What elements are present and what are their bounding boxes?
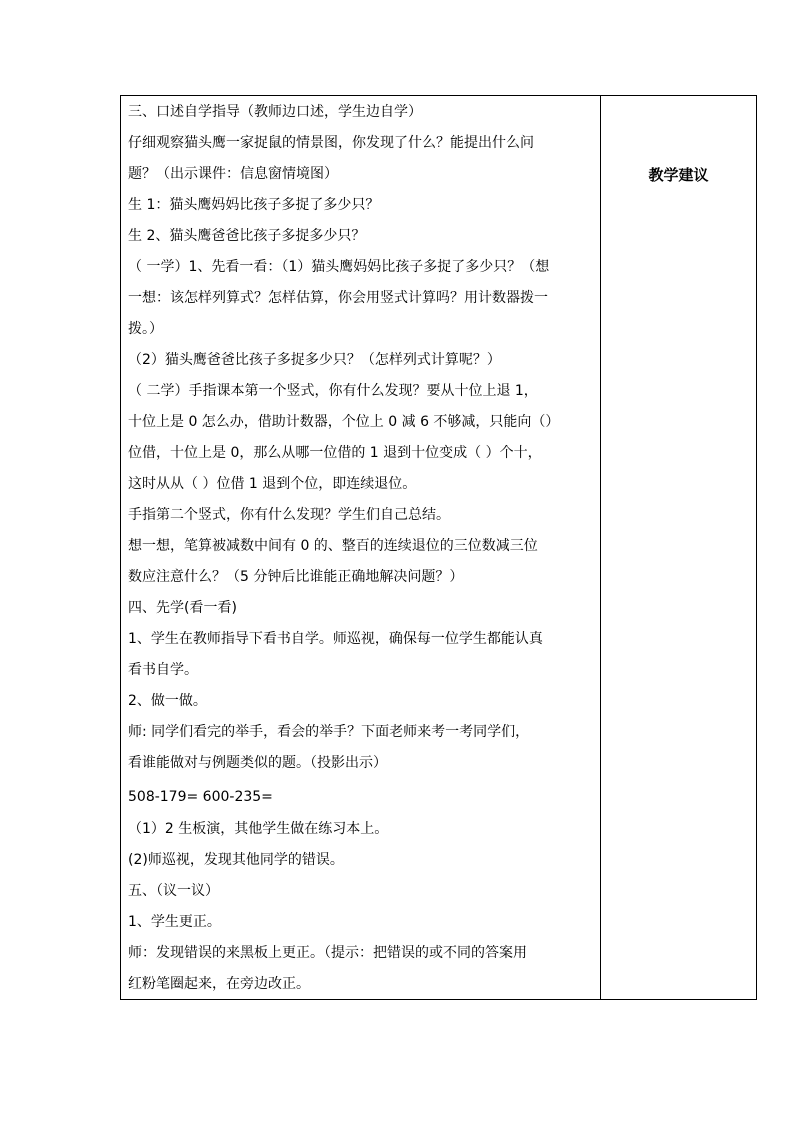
content-line: （ 二学）手指课本第一个竖式，你有什么发现？要从十位上退 1， xyxy=(128,383,538,399)
content-line: 手指第二个竖式，你有什么发现？学生们自己总结。 xyxy=(128,507,450,523)
content-line: 数应注意什么？（5 分钟后比谁能正确地解决问题？） xyxy=(128,569,464,585)
exercise-line: 508-179= 600-235= xyxy=(128,789,273,805)
content-line: 仔细观察猫头鹰一家捉鼠的情景图，你发现了什么？能提出什么问 xyxy=(128,135,534,151)
content-line: 想一想，笔算被减数中间有 0 的、整百的连续退位的三位数减三位 xyxy=(128,538,538,554)
content-line: 1、学生更正。 xyxy=(128,914,221,930)
content-line: 四、先学(看一看) xyxy=(128,600,237,616)
content-line: （1）2 生板演，其他学生做在练习本上。 xyxy=(128,821,389,837)
content-line: 拨。） xyxy=(128,321,163,337)
content-line: 红粉笔圈起来，在旁边改正。 xyxy=(128,976,310,992)
content-line: 生 2、猫头鹰爸爸比孩子多捉多少只？ xyxy=(128,228,366,244)
content-line: 2、做一做。 xyxy=(128,693,207,709)
content-line: 1、学生在教师指导下看书自学。师巡视，确保每一位学生都能认真 xyxy=(128,631,543,647)
content-line: 题？（出示课件：信息窗情境图） xyxy=(128,166,338,182)
content-line: 师：发现错误的来黑板上更正。（提示：把错误的或不同的答案用 xyxy=(128,945,527,961)
lesson-plan-table xyxy=(120,95,757,1000)
content-line: 位借，十位上是 0，那么从哪一位借的 1 退到十位变成（ ）个十， xyxy=(128,445,542,461)
teaching-suggestion-title: 教学建议 xyxy=(648,166,709,184)
lesson-content-cell xyxy=(121,96,601,999)
content-line: (2)师巡视，发现其他同学的错误。 xyxy=(128,852,344,868)
content-line: 十位上是 0 怎么办，借助计数器，个位上 0 减 6 不够减，只能向（） xyxy=(128,414,560,430)
content-line: 看书自学。 xyxy=(128,662,198,678)
content-line: 三、口述自学指导（教师边口述，学生边自学） xyxy=(128,104,422,120)
content-line: （ 一学）1、先看一看：（1）猫头鹰妈妈比孩子多捉了多少只？（想 xyxy=(128,259,550,275)
content-line: 五、（议一议） xyxy=(128,883,219,899)
content-line: 师: 同学们看完的举手，看会的举手？下面老师来考一考同学们， xyxy=(128,724,530,740)
content-line: 一想：该怎样列算式？怎样估算，你会用竖式计算吗？用计数器拨一 xyxy=(128,290,548,306)
content-line: 看谁能做对与例题类似的题。（投影出示） xyxy=(128,755,387,771)
content-line: 生 1：猫头鹰妈妈比孩子多捉了多少只？ xyxy=(128,197,380,213)
content-line: （2）猫头鹰爸爸比孩子多捉多少只？（怎样列式计算呢？） xyxy=(128,352,501,368)
teaching-suggestion-cell xyxy=(601,96,756,999)
content-line: 这时从从（ ）位借 1 退到个位，即连续退位。 xyxy=(128,476,417,492)
